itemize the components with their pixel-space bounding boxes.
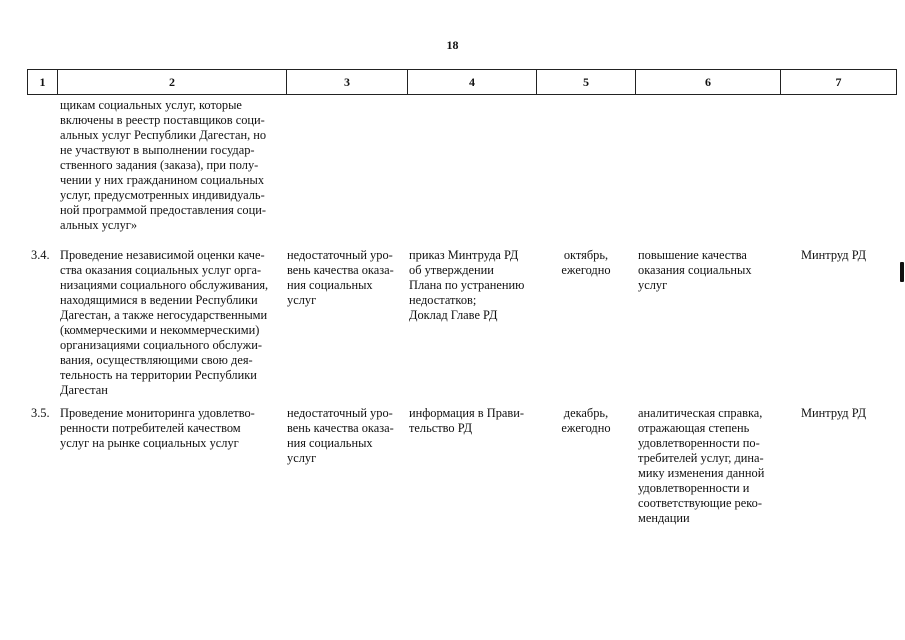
header-col-5: 5 [537, 70, 636, 94]
text-line: недостатков; [409, 293, 477, 307]
row-3-4-col6 [638, 248, 777, 293]
text-line: Проведение мониторинга удовлетво- [60, 406, 255, 420]
text-line: удовлетворенности и [638, 481, 750, 495]
text-line: Дагестан [60, 383, 108, 397]
row-3-4-col7: Минтруд РД [801, 248, 867, 262]
header-col-4: 4 [408, 70, 537, 94]
text-line: отражающая степень [638, 421, 750, 435]
row-3-5-col4 [409, 406, 533, 436]
text-line: щикам социальных услуг, которые [60, 98, 242, 112]
header-col-6: 6 [636, 70, 781, 94]
text-line: услуг, предусмотренных индивидуаль- [60, 188, 265, 202]
header-col-7: 7 [835, 75, 842, 89]
text-line: приказ Минтруда РД [409, 248, 519, 262]
text-line: тельность на территории Республики [60, 368, 257, 382]
text-line: информация в Прави- [409, 406, 525, 420]
text-line: организациями социального обслужи- [60, 338, 262, 352]
row-3-4-col4 [409, 248, 533, 323]
text-line: ственного задания (заказа), при полу- [60, 158, 259, 172]
row-3-4-col2 [60, 248, 283, 398]
text-line: низациями социального обслуживания, [60, 278, 269, 292]
text-line: услуг [638, 278, 668, 292]
text-line: аналитическая справка, [638, 406, 763, 420]
row-3-5-col3 [287, 406, 404, 466]
row-3-5-number: 3.5. [31, 406, 50, 420]
row-3-5-col6 [638, 406, 777, 526]
text-line: находящимися в ведении Республики [60, 293, 258, 307]
page-number: 18 [446, 38, 459, 52]
text-line: повышение качества [638, 248, 747, 262]
text-line: недостаточный уро- [287, 248, 393, 262]
text-line: услуг [287, 451, 317, 465]
text-line: ства оказания социальных услуг орга- [60, 263, 262, 277]
row-3-4-col5 [538, 248, 634, 278]
text-line: вания, осуществляющими свою дея- [60, 353, 253, 367]
text-line: Доклад Главе РД [409, 308, 498, 322]
text-line: чении у них гражданином социальных [60, 173, 265, 187]
text-line: вень качества оказа- [287, 263, 394, 277]
text-line: услуг на рынке социальных услуг [60, 436, 239, 450]
text-line: тельство РД [409, 421, 473, 435]
text-line: Проведение независимой оценки каче- [60, 248, 265, 262]
header-col-1: 1 [28, 70, 58, 94]
text-line: ежегодно [561, 263, 611, 277]
table-header-row [27, 69, 897, 95]
text-line: альных услуг» [60, 218, 138, 232]
text-line: ренности потребителей качеством [60, 421, 241, 435]
text-line: требителей услуг, дина- [638, 451, 764, 465]
row-3-5-col5 [538, 406, 634, 436]
row-3-4-col3 [287, 248, 404, 308]
row-3-5-col2 [60, 406, 283, 451]
text-line: вень качества оказа- [287, 421, 394, 435]
text-line: (коммерческими и некоммерческими) [60, 323, 260, 337]
text-line: услуг [287, 293, 317, 307]
text-line: декабрь, [563, 406, 609, 420]
text-line: об утверждении [409, 263, 494, 277]
text-line: ния социальных [287, 278, 373, 292]
text-line: не участвуют в выполнении государ- [60, 143, 255, 157]
text-line: ежегодно [561, 421, 611, 435]
scan-edge-mark [900, 262, 904, 282]
text-line: Плана по устранению [409, 278, 525, 292]
text-line: ной программой предоставления соци- [60, 203, 267, 217]
text-line: альных услуг Республики Дагестан, но [60, 128, 267, 142]
header-col-3: 3 [287, 70, 408, 94]
row-3-5-col7: Минтруд РД [801, 406, 867, 420]
text-line: мендации [638, 511, 690, 525]
continuation-col2 [60, 98, 283, 233]
text-line: октябрь, [563, 248, 609, 262]
text-line: соответствующие реко- [638, 496, 762, 510]
text-line: ния социальных [287, 436, 373, 450]
row-3-4-number: 3.4. [31, 248, 50, 262]
text-line: включены в реестр поставщиков соци- [60, 113, 265, 127]
text-line: мику изменения данной [638, 466, 765, 480]
text-line: удовлетворенности по- [638, 436, 760, 450]
text-line: недостаточный уро- [287, 406, 393, 420]
text-line: оказания социальных [638, 263, 752, 277]
text-line: Дагестан, а также негосударственными [60, 308, 268, 322]
header-col-2: 2 [58, 70, 287, 94]
